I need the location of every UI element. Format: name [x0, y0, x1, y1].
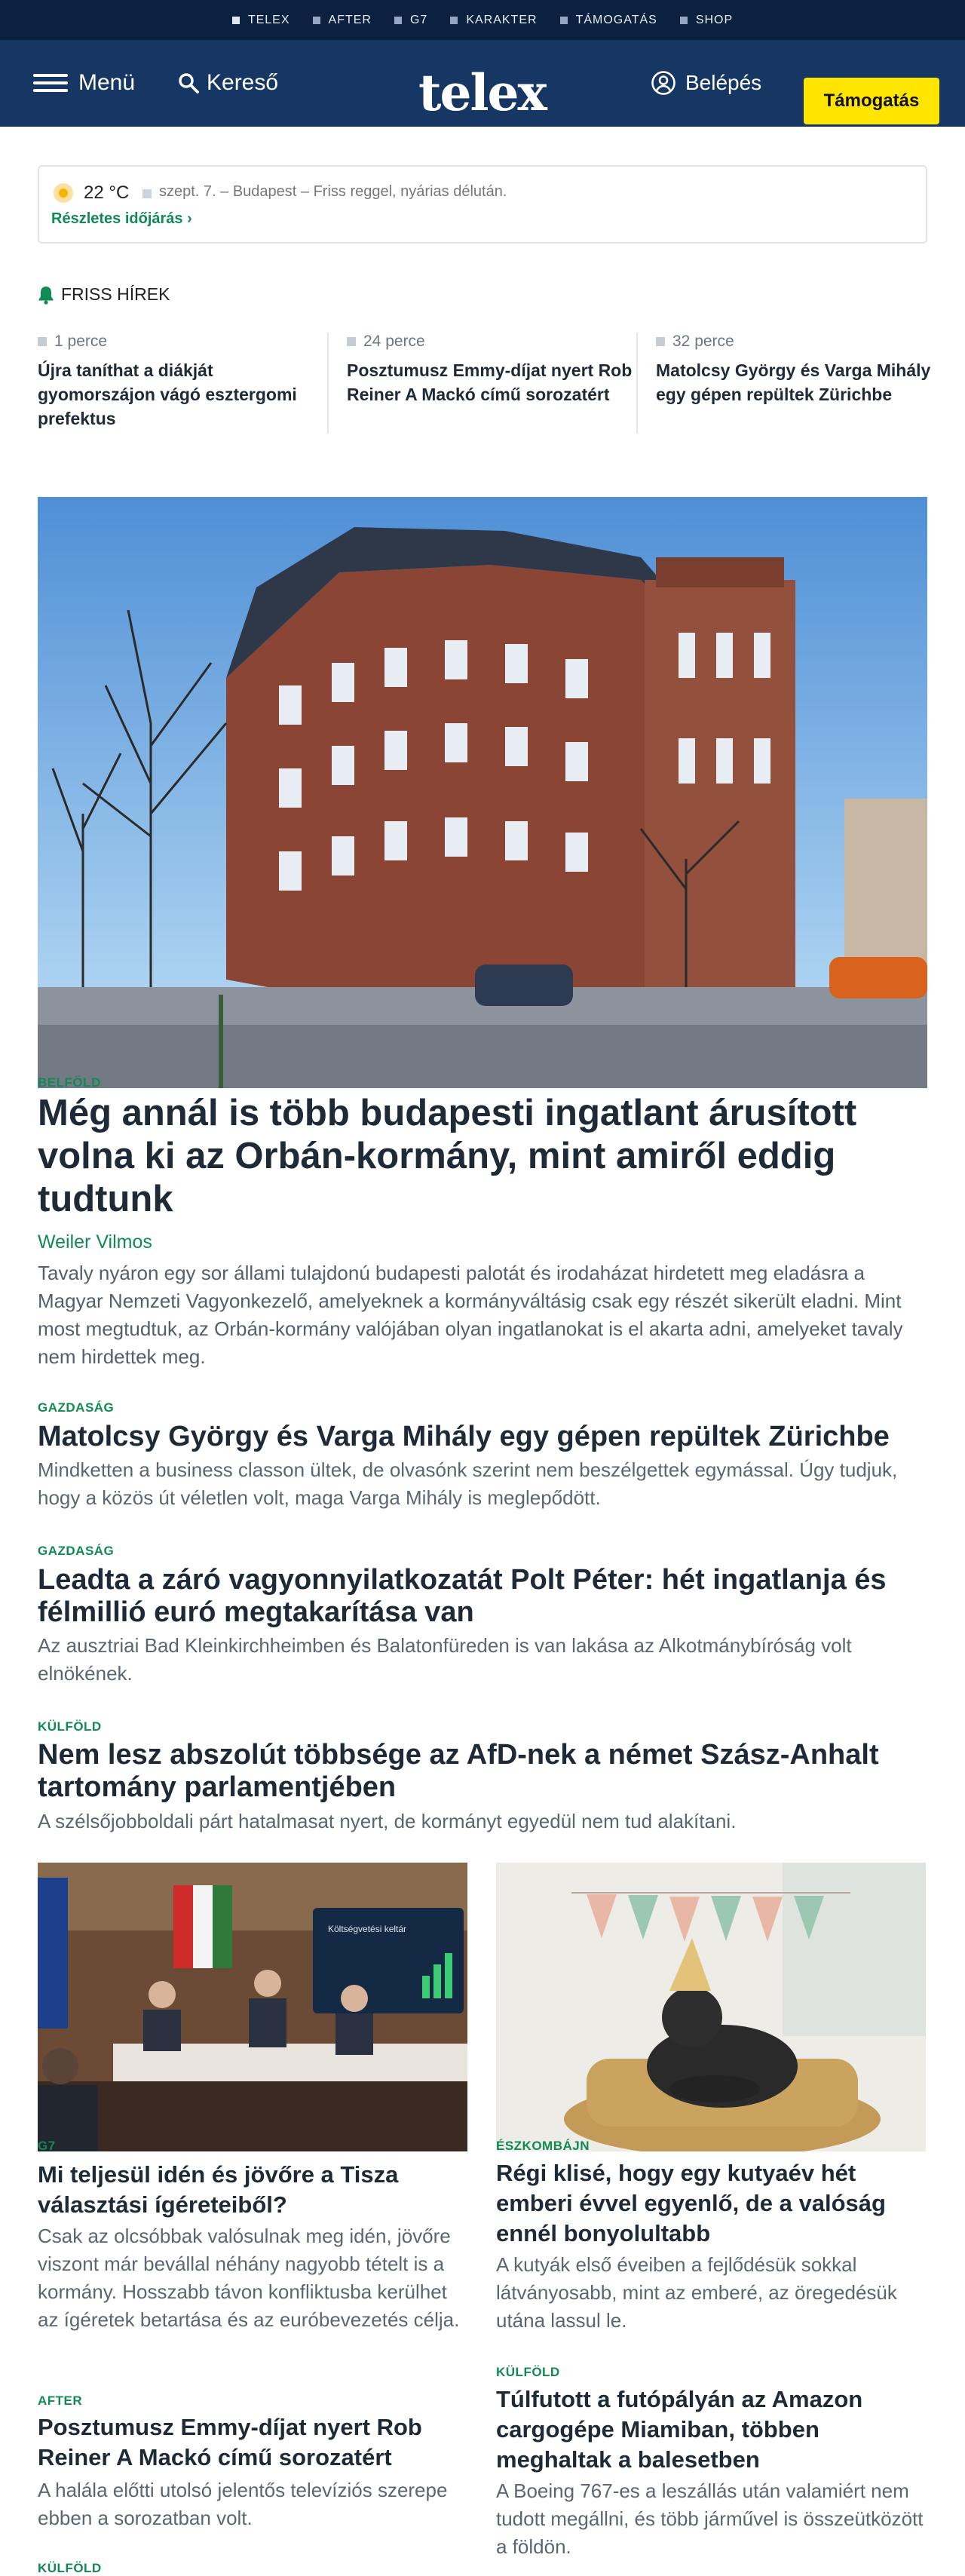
article-headline[interactable]: Nem lesz abszolút többsége az AfD-nek a német Szász-Anhalt tartomány parlamentjében	[38, 1739, 879, 1803]
bell-icon	[38, 285, 54, 305]
top-nav-g7[interactable]: G7	[394, 14, 427, 27]
login-button[interactable]	[651, 72, 761, 94]
card-headline[interactable]: Posztumusz Emmy-díjat nyert Rob Reiner A Mackó című sorozatért	[38, 2414, 422, 2470]
hero-image[interactable]	[38, 497, 927, 1088]
hamburger-icon	[33, 74, 68, 92]
breaking-news-title	[38, 284, 170, 305]
breaking-news-label: FRISS HÍREK	[61, 284, 170, 304]
news-title: Posztumusz Emmy-díjat nyert Rob Reiner A Mackó című sorozatért	[347, 360, 633, 404]
category-tag[interactable]: BELFÖLD	[38, 1075, 101, 1090]
news-title: Újra taníthat a diákját gyomorszájon vágó esztergomi prefektus	[38, 360, 297, 428]
card-headline[interactable]: Régi klisé, hogy egy kutyaév hét emberi évvel egyenlő, de a valóság ennél bonyolultabb	[496, 2160, 886, 2246]
search-button[interactable]	[178, 72, 278, 94]
screen-text: Költségvetési keltár	[328, 1924, 407, 1934]
user-icon	[651, 70, 676, 96]
category-tag[interactable]: G7	[38, 2139, 56, 2153]
top-nav-tamogatas[interactable]: TÁMOGATÁS	[560, 14, 657, 27]
top-nav-karakter[interactable]: KARAKTER	[450, 14, 537, 27]
weather-description: szept. 7. – Budapest – Friss reggel, nyárias délután.	[159, 183, 507, 200]
card-headline[interactable]: Mi teljesül idén és jövőre a Tisza választási ígéreteiből?	[38, 2161, 399, 2218]
card-lead: A kutyák első éveiben a fejlődésük sokkal látványosabb, mint az emberé, az öregedésük utána lassul le.	[496, 2253, 897, 2332]
separator	[142, 189, 152, 198]
article-lead: A szélsőjobboldali párt hatalmasat nyert, de kormányt egyedül nem tud alakítani.	[38, 1810, 737, 1832]
building-photo	[38, 497, 927, 1088]
article-lead: Az ausztriai Bad Kleinkirchheimben és Balatonfüreden is van lakása az Alkotmánybíróság volt elnökének.	[38, 1634, 852, 1685]
top-nav-shop[interactable]: SHOP	[680, 14, 733, 27]
card-lead: A halála előtti utolsó jelentős televíziós szerepe ebben a sorozatban volt.	[38, 2479, 448, 2529]
divider	[327, 333, 329, 434]
top-nav-after[interactable]: AFTER	[313, 14, 372, 27]
news-time: 24 perce	[347, 333, 633, 351]
breaking-news-item[interactable]	[38, 333, 324, 431]
category-tag[interactable]: KÜLFÖLD	[38, 1719, 102, 1734]
weather-widget	[38, 165, 927, 244]
card-lead: A Boeing 767-es a leszállás után valamiért nem tudott megállni, és több járművel is összeütközött a földön.	[496, 2479, 924, 2558]
hero-lead: Tavaly nyáron egy sor állami tulajdonú budapesti palotát és irodaházat hirdetett meg eladásra a Magyar Nemzeti Vagyonkezelő, amelyeknek a kormányváltásig csak egy részét sikerült eladni. Mint most megtudtuk, az Orbán-kormány valójában olyan ingatlanokat is el akarta adni, amelyeket tavaly nem hirdettek meg.	[38, 1262, 903, 1368]
card-headline[interactable]: Túlfutott a futópályán az Amazon cargogépe Miamiban, többen meghaltak a balesetben	[496, 2386, 863, 2473]
news-time: 1 perce	[38, 333, 324, 351]
news-title: Matolcsy György és Varga Mihály egy gépen repültek Zürichbe	[656, 360, 931, 404]
site-logo[interactable]: telex	[418, 63, 546, 122]
weather-temperature: 22 °C	[84, 182, 130, 203]
search-label: Kereső	[207, 70, 279, 95]
meeting-photo	[38, 1863, 467, 2151]
search-icon	[178, 72, 199, 94]
top-nav	[0, 0, 965, 40]
author-link[interactable]: Weiler Vilmos	[38, 1231, 152, 1253]
article-lead: Mindketten a business classon ültek, de olvasónk szerint nem beszélgettek egymással. Úgy tudjuk, hogy a közös út véletlen volt, maga Varga Mihály is meglepődött.	[38, 1458, 898, 1509]
menu-label: Menü	[78, 70, 136, 95]
breaking-news-item[interactable]	[656, 333, 942, 406]
chevron-right-icon: ›	[187, 210, 192, 227]
category-tag[interactable]: KÜLFÖLD	[38, 2561, 102, 2575]
support-button[interactable]: Támogatás	[804, 78, 939, 124]
dog-photo	[496, 1863, 926, 2151]
breaking-news-item[interactable]	[347, 333, 633, 406]
site-header	[0, 40, 965, 127]
weather-details-label: Részletes időjárás	[51, 210, 183, 227]
article-headline[interactable]: Leadta a záró vagyonnyilatkozatát Polt Péter: hét ingatlanja és félmillió euró megtakarítása van	[38, 1564, 887, 1628]
menu-button[interactable]	[33, 72, 135, 94]
card-image[interactable]	[38, 1863, 467, 2151]
weather-details-link[interactable]	[51, 210, 192, 228]
hero-headline[interactable]: Még annál is több budapesti ingatlant árusított volna ki az Orbán-kormány, mint amiről eddig tudtunk	[38, 1093, 857, 1219]
category-tag[interactable]: KÜLFÖLD	[496, 2365, 560, 2379]
sun-icon	[54, 183, 73, 203]
login-label: Belépés	[685, 71, 762, 94]
divider	[636, 333, 638, 434]
category-tag[interactable]: GAZDASÁG	[38, 1400, 115, 1415]
card-lead: Csak az olcsóbbak valósulnak meg idén, jövőre viszont már bevállal néhány nagyobb tételt is a kormány. Hosszabb távon konfliktusba kerülhet az ígéretek betartása és az euróbevezetés célja.	[38, 2225, 460, 2331]
news-time: 32 perce	[656, 333, 942, 351]
card-image[interactable]	[496, 1863, 926, 2151]
category-tag[interactable]: AFTER	[38, 2394, 83, 2408]
category-tag[interactable]: ÉSZKOMBÁJN	[496, 2139, 590, 2153]
article-headline[interactable]: Matolcsy György és Varga Mihály egy gépen repültek Zürichbe	[38, 1421, 890, 1452]
category-tag[interactable]: GAZDASÁG	[38, 1544, 115, 1558]
top-nav-telex[interactable]: TELEX	[232, 14, 290, 27]
